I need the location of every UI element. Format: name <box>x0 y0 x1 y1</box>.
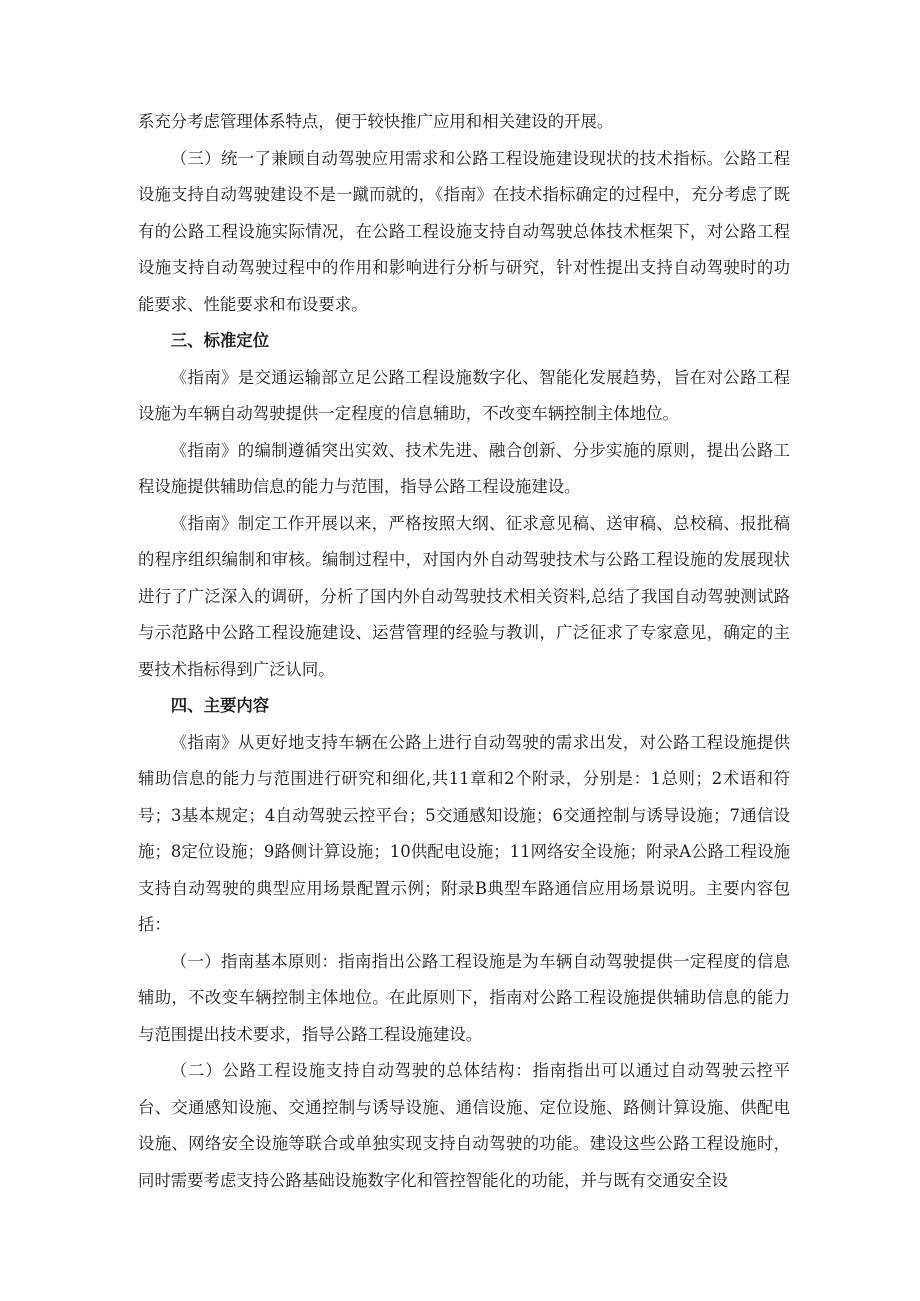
section-3-paragraph-1: 《指南》是交通运输部立足公路工程设施数字化、智能化发展趋势，旨在对公路工程设施为车辆自动驾驶提供一定程度的信息辅助，不改变车辆控制主体地位。 <box>138 367 790 423</box>
document-page <box>138 104 790 1199</box>
section-4-heading: 四、主要内容 <box>170 696 270 715</box>
section-3-heading: 三、标准定位 <box>170 331 270 350</box>
point-3-paragraph: （三）统一了兼顾自动驾驶应用需求和公路工程设施建设现状的技术指标。公路工程设施支持自动驾驶建设不是一蹴而就的，《指南》在技术指标确定的过程中，充分考虑了既有的公路工程设施实际情况，在公路工程设施支持自动驾驶总体技术框架下，对公路工程设施支持自动驾驶过程中的作用和影响进行分析与研究，针对性提出支持自动驾驶时的功能要求、性能要求和布设要求。 <box>138 148 790 314</box>
section-4-paragraph-3: （二）公路工程设施支持自动驾驶的总体结构：指南指出可以通过自动驾驶云控平台、交通感知设施、交通控制与诱导设施、通信设施、定位设施、路侧计算设施、供配电设施、网络安全设施等联合或单独实现支持自动驾驶的功能。建设这些公路工程设施时，同时需要考虑支持公路基础设施数字化和管控智能化的功能，并与既有交通安全设 <box>138 1061 790 1190</box>
section-3-paragraph-3: 《指南》制定工作开展以来，严格按照大纲、征求意见稿、送审稿、总校稿、报批稿的程序组织编制和审核。编制过程中，对国内外自动驾驶技术与公路工程设施的发展现状进行了广泛深入的调研，分析了国内外自动驾驶技术相关资料,总结了我国自动驾驶测试路与示范路中公路工程设施建设、运营管理的经验与教训，广泛征求了专家意见，确定的主要技术指标得到广泛认同。 <box>138 513 790 679</box>
intro-tail-paragraph: 系充分考虑管理体系特点，便于较快推广应用和相关建设的开展。 <box>138 112 614 131</box>
section-4-paragraph-2: （一）指南基本原则：指南指出公路工程设施是为车辆自动驾驶提供一定程度的信息辅助，不改变车辆控制主体地位。在此原则下，指南对公路工程设施提供辅助信息的能力与范围提出技术要求，指导公路工程设施建设。 <box>138 951 790 1044</box>
section-3-paragraph-2: 《指南》的编制遵循突出实效、技术先进、融合创新、分步实施的原则，提出公路工程设施提供辅助信息的能力与范围，指导公路工程设施建设。 <box>138 440 790 496</box>
section-4-paragraph-1: 《指南》从更好地支持车辆在公路上进行自动驾驶的需求出发，对公路工程设施提供辅助信息的能力与范围进行研究和细化,共11章和2个附录，分别是：1总则；2术语和符号；3基本规定；4自动驾驶云控平台；5交通感知设施；6交通控制与诱导设施；7通信设施；8定位设施；9路侧计算设施；10供配电设施；11网络安全设施；附录A公路工程设施支持自动驾驶的典型应用场景配置示例；附录B典型车路通信应用场景说明。主要内容包括： <box>138 732 790 934</box>
